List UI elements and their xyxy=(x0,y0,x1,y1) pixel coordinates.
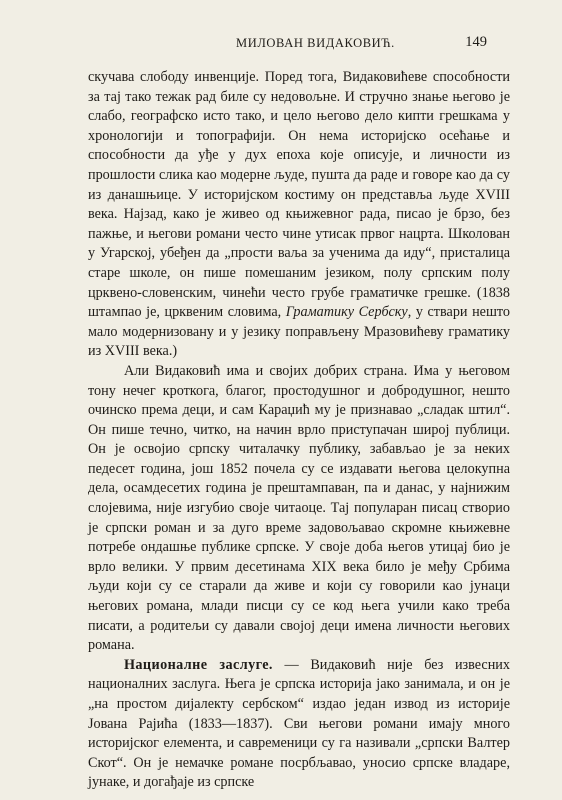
paragraph-3-text: — Видаковић није без извесних националних заслуга. Њега је српска историја јако занимала, и он је „на простом дијалекту сербском“ издао један извод из историје Јована Рајића (1833—1837). Сви његови романи имају много историјског елемента, и савременици су га називали „српски Валтер Скот“. Он је немачке романе посрбљавао, уносио српске владаре, јунаке, и догађаје из српске xyxy=(88,656,510,791)
section-runin-heading: Националне заслуге. xyxy=(124,656,273,673)
paragraph-3 xyxy=(88,656,510,793)
body-text xyxy=(88,68,510,793)
book-title-italic: Граматику Сербску xyxy=(285,304,408,321)
paragraph-1-text-a: скучава слободу инвенције. Поред тога, Видаковићеве способности за тај тако тежак рад биле су недовољне. И стручно знање његово је слабо, географско исто тако, и цело његово дело кипти грешкама у хронологији и топографији. Он нема историјско осећање и способности да уђе у дух епоха које описује, и личности из прошлости слика као модерне људе, пушта да раде и говоре као да су из данашњице. У историјском костиму он представља људе XVIII века. Најзад, како је живео од књижевног рада, писао је брзо, без пажње, и његови романи често чине утисак првог нацрта. Школован у Угарској, убеђен да „прости ваља за ученима да иду“, присталица старе школе, он пише помешаним језиком, полу српским полу црквено-словенским, чинећи често грубе граматичке грешке. (1838 штампао је, црквеним словима, xyxy=(88,69,510,321)
page-header xyxy=(88,34,487,54)
page-number: 149 xyxy=(465,34,487,50)
running-head: МИЛОВАН ВИДАКОВИЋ. xyxy=(236,36,395,50)
paragraph-2-text: Али Видаковић има и својих добрих страна. Има у његовом тону нечег кроткога, благог, простодушног и добродушног, нешто очинско према деци, и сам Караџић му је признавао „сладак штил“. Он пише течно, читко, на начин врло приступачан широј публици. Он је освојио српску читалачку публику, забављао је за неких педесет година, још 1852 почела су се издавати његова целокупна дела, осамдесетих година је прештампаван, па и данас, у најнижим слојевима, није изгубио своје читаоце. Тај популаран писац створио је српски роман и за дуго време задовољавао скромне књижевне потребе ондашње публике српске. У своје доба његов утицај био је врло велики. У првим десетинама XIX века било је међу Србима људи који су се старали да живе и који су говорили као јунаци његових романа, млади писци су се код њега учили како треба писати, а родитељи су давали својој деци имена личности његових романа. xyxy=(88,362,510,654)
paragraph-2 xyxy=(88,362,510,656)
paragraph-1-text-b: , у ствари нешто мало модернизовану и у језику поправљену Мразовићеву граматику из XVIII века.) xyxy=(88,304,510,360)
paragraph-1 xyxy=(88,68,510,362)
